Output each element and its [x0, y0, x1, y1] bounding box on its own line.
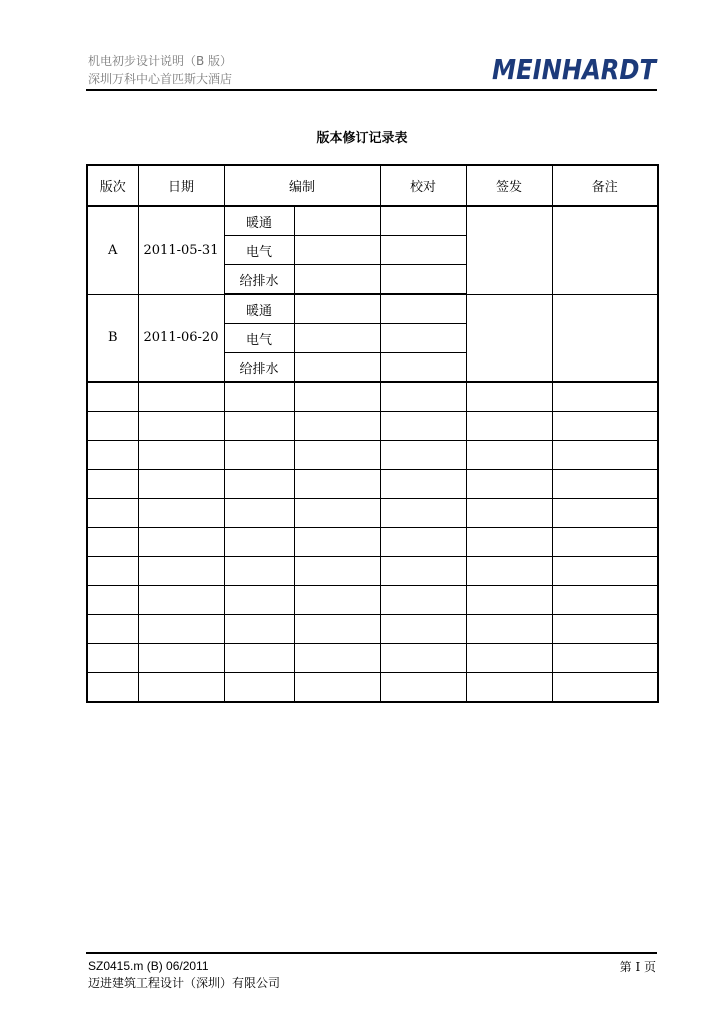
empty-cell [552, 615, 658, 644]
empty-cell [380, 412, 466, 441]
empty-cell [552, 382, 658, 412]
empty-cell [224, 441, 294, 470]
document-title-line: 机电初步设计说明（B 版） [88, 54, 233, 68]
empty-cell [138, 382, 224, 412]
empty-cell [380, 615, 466, 644]
version-cell: B [87, 294, 138, 382]
empty-cell [87, 586, 138, 615]
document-header [88, 52, 232, 88]
table-row [87, 557, 658, 586]
empty-cell [552, 673, 658, 703]
empty-cell [224, 644, 294, 673]
discipline-cell: 暖通 [224, 294, 294, 324]
empty-cell [552, 644, 658, 673]
discipline-cell: 电气 [224, 324, 294, 353]
footer [88, 958, 280, 992]
checked-cell [380, 324, 466, 353]
version-cell: A [87, 206, 138, 294]
empty-cell [224, 499, 294, 528]
prepared-cell [294, 294, 380, 324]
prepared-cell [294, 353, 380, 383]
discipline-cell: 给排水 [224, 353, 294, 383]
empty-cell [380, 528, 466, 557]
prepared-cell [294, 236, 380, 265]
empty-cell [380, 441, 466, 470]
discipline-cell: 电气 [224, 236, 294, 265]
empty-cell [87, 615, 138, 644]
empty-cell [294, 673, 380, 703]
empty-cell [552, 499, 658, 528]
empty-cell [224, 470, 294, 499]
prepared-cell [294, 324, 380, 353]
table-row [87, 382, 658, 412]
header-issued: 签发 [466, 165, 552, 206]
empty-cell [466, 644, 552, 673]
prepared-cell [294, 206, 380, 236]
table-row [87, 206, 658, 236]
project-name-line: 深圳万科中心首匹斯大酒店 [88, 72, 233, 86]
checked-cell [380, 265, 466, 295]
empty-cell [380, 586, 466, 615]
table-row [87, 412, 658, 441]
empty-cell [138, 441, 224, 470]
empty-cell [87, 673, 138, 703]
doc-code: SZ0415.m (B) 06/2011 [88, 959, 209, 973]
empty-cell [87, 499, 138, 528]
empty-cell [294, 382, 380, 412]
table-row [87, 470, 658, 499]
empty-cell [138, 586, 224, 615]
empty-cell [138, 412, 224, 441]
empty-cell [224, 673, 294, 703]
header-checked: 校对 [380, 165, 466, 206]
empty-cell [466, 673, 552, 703]
header-version: 版次 [87, 165, 138, 206]
prepared-cell [294, 265, 380, 295]
remarks-cell [552, 206, 658, 294]
empty-cell [380, 644, 466, 673]
empty-cell [466, 615, 552, 644]
empty-cell [224, 382, 294, 412]
empty-cell [138, 470, 224, 499]
meinhardt-logo [490, 52, 658, 84]
empty-cell [552, 470, 658, 499]
empty-cell [380, 470, 466, 499]
empty-cell [224, 586, 294, 615]
table-row [87, 294, 658, 324]
date-cell: 2011-06-20 [138, 294, 224, 382]
empty-cell [87, 528, 138, 557]
checked-cell [380, 236, 466, 265]
header-date: 日期 [138, 165, 224, 206]
table-row [87, 441, 658, 470]
date-cell: 2011-05-31 [138, 206, 224, 294]
empty-cell [552, 586, 658, 615]
empty-cell [466, 586, 552, 615]
empty-cell [294, 499, 380, 528]
table-row [87, 586, 658, 615]
empty-cell [224, 615, 294, 644]
empty-cell [294, 441, 380, 470]
empty-cell [294, 586, 380, 615]
empty-cell [466, 412, 552, 441]
table-row [87, 644, 658, 673]
footer-rule [86, 952, 657, 954]
table-header-row [87, 165, 658, 206]
empty-cell [87, 382, 138, 412]
empty-cell [380, 382, 466, 412]
checked-cell [380, 294, 466, 324]
company-name: 迈进建筑工程设计（深圳）有限公司 [88, 976, 281, 990]
header-prepared: 编制 [224, 165, 380, 206]
empty-cell [294, 412, 380, 441]
checked-cell [380, 206, 466, 236]
page-title: 版本修订记录表 [316, 131, 408, 146]
empty-cell [466, 382, 552, 412]
empty-cell [138, 557, 224, 586]
empty-cell [224, 412, 294, 441]
empty-cell [466, 499, 552, 528]
empty-cell [466, 528, 552, 557]
empty-cell [466, 557, 552, 586]
table-row [87, 528, 658, 557]
empty-cell [87, 412, 138, 441]
blank-rows [87, 382, 658, 702]
empty-cell [552, 528, 658, 557]
table-row [87, 673, 658, 703]
remarks-cell [552, 294, 658, 382]
empty-cell [138, 644, 224, 673]
empty-cell [552, 557, 658, 586]
header-remarks: 备注 [552, 165, 658, 206]
empty-cell [87, 644, 138, 673]
empty-cell [138, 499, 224, 528]
empty-cell [138, 615, 224, 644]
empty-cell [138, 528, 224, 557]
empty-cell [380, 557, 466, 586]
empty-cell [294, 528, 380, 557]
checked-cell [380, 353, 466, 383]
empty-cell [87, 470, 138, 499]
discipline-cell: 给排水 [224, 265, 294, 295]
empty-cell [380, 673, 466, 703]
page-number: 第 I 页 [619, 960, 656, 974]
empty-cell [294, 644, 380, 673]
empty-cell [294, 557, 380, 586]
logo-text: MEINHARDT [492, 53, 658, 86]
header-rule [86, 89, 657, 91]
empty-cell [224, 557, 294, 586]
empty-cell [138, 673, 224, 703]
empty-cell [552, 441, 658, 470]
empty-cell [224, 528, 294, 557]
empty-cell [380, 499, 466, 528]
empty-cell [552, 412, 658, 441]
empty-cell [294, 470, 380, 499]
empty-cell [294, 615, 380, 644]
empty-cell [87, 441, 138, 470]
empty-cell [466, 470, 552, 499]
issued-cell [466, 294, 552, 382]
table-row [87, 615, 658, 644]
issued-cell [466, 206, 552, 294]
table-row [87, 499, 658, 528]
empty-cell [87, 557, 138, 586]
discipline-cell: 暖通 [224, 206, 294, 236]
empty-cell [466, 441, 552, 470]
revision-table [86, 164, 659, 703]
